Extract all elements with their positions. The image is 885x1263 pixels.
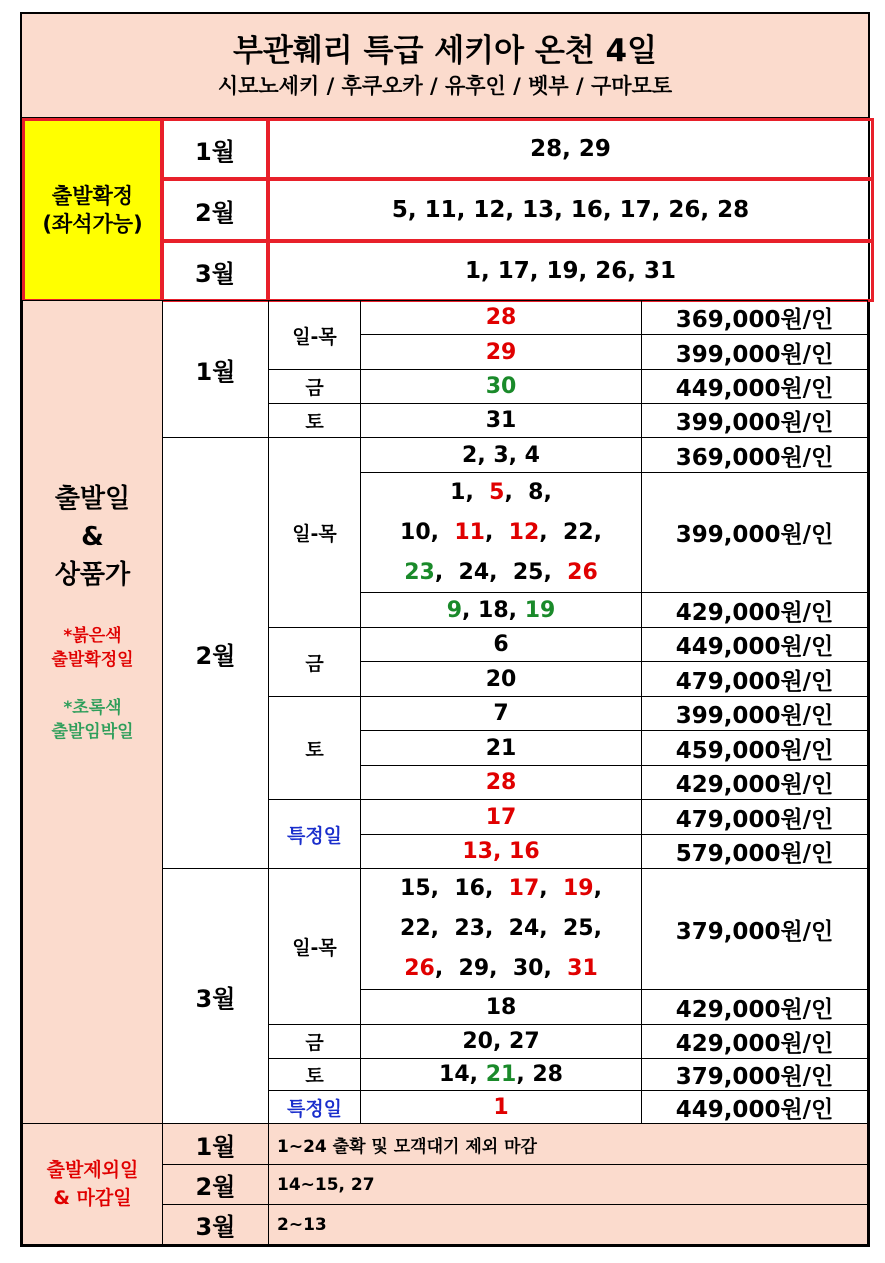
mar-price-row2: 429,000원/인 — [641, 989, 868, 1025]
feb-price-row3: 429,000원/인 — [641, 592, 868, 628]
mar-price-row1: 379,000원/인 — [641, 868, 868, 990]
departures-label-panel — [22, 300, 163, 1124]
legend-green-title: *초록색 — [63, 698, 122, 718]
confirmed-month-mar: 3월 — [161, 240, 269, 302]
header-panel — [22, 14, 868, 118]
excl-month-feb: 2월 — [162, 1164, 269, 1205]
mar-price-row5: 449,000원/인 — [641, 1090, 868, 1124]
mar-row1-line2: 22, 23, 24, 25, — [400, 916, 602, 941]
jan-price-29: 399,000원/인 — [641, 334, 868, 370]
mar-day-special: 특정일 — [268, 1090, 361, 1124]
feb-price-row6: 399,000원/인 — [641, 696, 868, 731]
mar-date-row5: 1 — [360, 1090, 642, 1124]
feb-date-row10: 13 , 16 — [360, 834, 642, 869]
excl-month-mar: 3월 — [162, 1204, 269, 1245]
feb-date-row9: 17 — [360, 799, 642, 835]
jan-price-28: 369,000원/인 — [641, 300, 868, 335]
feb-day-special: 특정일 — [268, 799, 361, 869]
mar-price-row4: 379,000원/인 — [641, 1058, 868, 1091]
jan-day-fri: 금 — [268, 369, 361, 404]
jan-date-29: 29 — [360, 334, 642, 370]
feb-day-fri: 금 — [268, 627, 361, 697]
excl-month-jan: 1월 — [162, 1123, 269, 1165]
jan-day-sun-thu: 일-목 — [268, 300, 361, 370]
departures-label-line1: 출발일 — [54, 484, 131, 514]
feb-day-sat: 토 — [268, 696, 361, 800]
confirmed-label-line2: (좌석가능) — [42, 212, 143, 236]
mar-day-sat: 토 — [268, 1058, 361, 1091]
feb-price-row9: 479,000원/인 — [641, 799, 868, 835]
route-subtitle: 시모노세키 / 후쿠오카 / 유후인 / 벳부 / 구마모토 — [217, 73, 673, 98]
jan-date-28: 28 — [360, 300, 642, 335]
legend-green-desc: 출발임박일 — [51, 722, 134, 742]
mar-price-row3: 429,000원/인 — [641, 1024, 868, 1059]
feb-date-row7: 21 — [360, 730, 642, 766]
feb-price-row5: 479,000원/인 — [641, 661, 868, 697]
mar-day-fri: 금 — [268, 1024, 361, 1059]
page-title: 부관훼리 특급 세키아 온천 4일 — [232, 32, 658, 69]
feb-price-row1: 369,000원/인 — [641, 437, 868, 473]
dep-month-jan: 1월 — [162, 300, 269, 438]
mar-date-row3: 20, 27 — [360, 1024, 642, 1059]
mar-row1-line3: 26, 29, 30, 31 — [404, 956, 598, 981]
departures-label-line2: & — [81, 522, 104, 552]
feb-date-row6: 7 — [360, 696, 642, 731]
mar-day-sun-thu: 일-목 — [268, 868, 361, 1025]
feb-price-row7: 459,000원/인 — [641, 730, 868, 766]
mar-date-row2: 18 — [360, 989, 642, 1025]
tour-price-sheet — [20, 12, 870, 1247]
exclusions-label-line1: 출발제외일 — [46, 1159, 139, 1181]
excl-text-mar: 2~13 — [268, 1204, 868, 1245]
feb-row2-line1: 1, 5, 8, — [450, 479, 552, 505]
exclusions-label-panel — [22, 1123, 163, 1245]
departures-label-line3: 상품가 — [54, 560, 131, 590]
legend-red-desc: 출발확정일 — [51, 650, 134, 670]
confirmed-month-jan: 1월 — [161, 118, 269, 180]
jan-date-30: 30 — [360, 369, 642, 404]
mar-row1-line1: 15, 16, 17, 19, — [400, 876, 602, 901]
feb-price-row4: 449,000원/인 — [641, 627, 868, 662]
feb-date-row3: 9 , 18 , 19 — [360, 592, 642, 628]
feb-price-row2: 399,000원/인 — [641, 472, 868, 593]
feb-date-row1: 2, 3, 4 — [360, 437, 642, 473]
feb-row2-line2: 10, 11, 12, 22, — [400, 519, 602, 545]
confirmed-dates-feb: 5, 11, 12, 13, 16, 17, 26, 28 — [267, 178, 874, 242]
jan-price-31: 399,000원/인 — [641, 403, 868, 438]
dep-month-feb: 2월 — [162, 437, 269, 869]
feb-day-sun-thu: 일-목 — [268, 437, 361, 628]
jan-day-sat: 토 — [268, 403, 361, 438]
confirmed-dates-jan: 28, 29 — [267, 118, 874, 180]
mar-date-row4: 14 , 21 , 28 — [360, 1058, 642, 1091]
confirmed-month-feb: 2월 — [161, 178, 269, 242]
jan-price-30: 449,000원/인 — [641, 369, 868, 404]
mar-date-row1 — [360, 868, 642, 990]
excl-text-jan: 1~24 출확 및 모객대기 제외 마감 — [268, 1123, 868, 1165]
dep-month-mar: 3월 — [162, 868, 269, 1124]
feb-date-row2 — [360, 472, 642, 593]
legend-red-title: *붉은색 — [63, 626, 122, 646]
feb-row2-line3: 23, 24, 25, 26 — [404, 559, 598, 585]
feb-date-row5: 20 — [360, 661, 642, 697]
exclusions-label-line2: & 마감일 — [53, 1187, 132, 1209]
jan-date-31: 31 — [360, 403, 642, 438]
confirmed-dates-mar: 1, 17, 19, 26, 31 — [267, 240, 874, 302]
excl-text-feb: 14~15, 27 — [268, 1164, 868, 1205]
feb-price-row10: 579,000원/인 — [641, 834, 868, 869]
confirmed-label-line1: 출발확정 — [51, 184, 134, 208]
feb-price-row8: 429,000원/인 — [641, 765, 868, 800]
feb-date-row8: 28 — [360, 765, 642, 800]
feb-date-row4: 6 — [360, 627, 642, 662]
confirmed-label — [22, 118, 163, 302]
